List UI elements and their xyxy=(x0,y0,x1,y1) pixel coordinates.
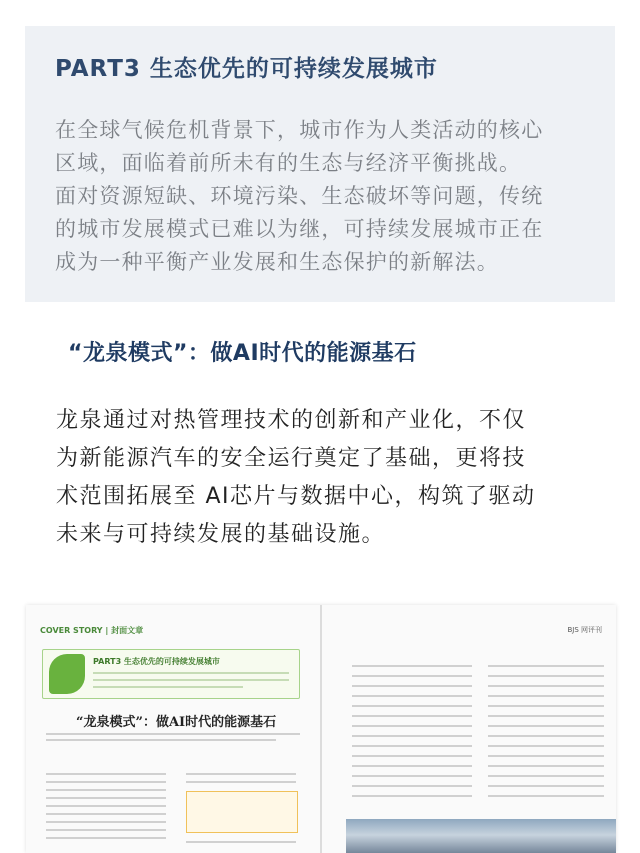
text-line xyxy=(352,695,472,697)
text-line xyxy=(352,755,472,757)
text-line xyxy=(352,675,472,677)
text-line xyxy=(488,775,604,777)
text-line xyxy=(186,841,296,843)
magazine-right-page xyxy=(322,605,616,853)
section-line: 龙泉通过对热管理技术的创新和产业化，不仅 xyxy=(56,408,527,433)
part3-line: 成为一种平衡产业发展和生态保护的新解法。 xyxy=(55,250,499,274)
text-line xyxy=(488,735,604,737)
magazine-callout-box xyxy=(186,791,298,833)
section-title: “龙泉模式”：做AI时代的能源基石 xyxy=(68,341,417,366)
magazine-headline: “龙泉模式”：做AI时代的能源基石 xyxy=(76,715,277,730)
leaf-icon xyxy=(49,654,85,694)
text-line xyxy=(488,765,604,767)
section-line: 未来与可持续发展的基础设施。 xyxy=(56,522,386,547)
text-line xyxy=(488,785,604,787)
text-line xyxy=(46,739,276,741)
part3-line: 在全球气候危机背景下，城市作为人类活动的核心 xyxy=(55,118,544,142)
magazine-banner-title: PART3 生态优先的可持续发展城市 xyxy=(93,657,220,666)
part3-intro-text xyxy=(55,114,595,279)
part3-line: 区域，面临着前所未有的生态与经济平衡挑战。 xyxy=(55,151,522,175)
text-line xyxy=(93,672,289,674)
text-line xyxy=(186,773,296,775)
text-line xyxy=(352,685,472,687)
part3-title: PART3 生态优先的可持续发展城市 xyxy=(55,56,438,82)
text-line xyxy=(352,705,472,707)
text-line xyxy=(93,686,243,688)
text-line xyxy=(46,837,166,839)
magazine-header-left: COVER STORY | 封面文章 xyxy=(40,626,144,635)
part3-line: 面对资源短缺、环境污染、生态破坏等问题，传统 xyxy=(55,184,544,208)
text-line xyxy=(186,781,296,783)
text-line xyxy=(46,813,166,815)
text-line xyxy=(46,789,166,791)
text-line xyxy=(488,715,604,717)
magazine-spread-image xyxy=(26,605,616,853)
part3-line: 的城市发展模式已难以为继，可持续发展城市正在 xyxy=(55,217,544,241)
text-line xyxy=(46,821,166,823)
part3-intro-panel xyxy=(25,22,615,302)
text-line xyxy=(352,785,472,787)
text-line xyxy=(352,795,472,797)
text-line xyxy=(352,745,472,747)
text-line xyxy=(352,765,472,767)
text-line xyxy=(46,797,166,799)
text-line xyxy=(352,715,472,717)
text-line xyxy=(46,781,166,783)
text-line xyxy=(352,775,472,777)
text-line xyxy=(488,745,604,747)
text-line xyxy=(352,665,472,667)
text-line xyxy=(352,735,472,737)
magazine-header-right: BJS 网评刊 xyxy=(567,626,602,634)
section-body xyxy=(56,402,596,554)
text-line xyxy=(46,773,166,775)
section-line: 为新能源汽车的安全运行奠定了基础，更将技 xyxy=(56,446,527,471)
text-line xyxy=(93,679,289,681)
text-line xyxy=(488,695,604,697)
text-line xyxy=(46,805,166,807)
text-line xyxy=(46,733,300,735)
text-line xyxy=(46,829,166,831)
text-line xyxy=(488,705,604,707)
text-line xyxy=(488,665,604,667)
magazine-photo xyxy=(346,819,616,853)
text-line xyxy=(488,675,604,677)
magazine-spine xyxy=(320,605,322,853)
text-line xyxy=(488,685,604,687)
text-line xyxy=(488,725,604,727)
text-line xyxy=(488,755,604,757)
section-line: 术范围拓展至 AI芯片与数据中心，构筑了驱动 xyxy=(56,484,536,509)
text-line xyxy=(352,725,472,727)
magazine-banner xyxy=(42,649,300,699)
text-line xyxy=(488,795,604,797)
